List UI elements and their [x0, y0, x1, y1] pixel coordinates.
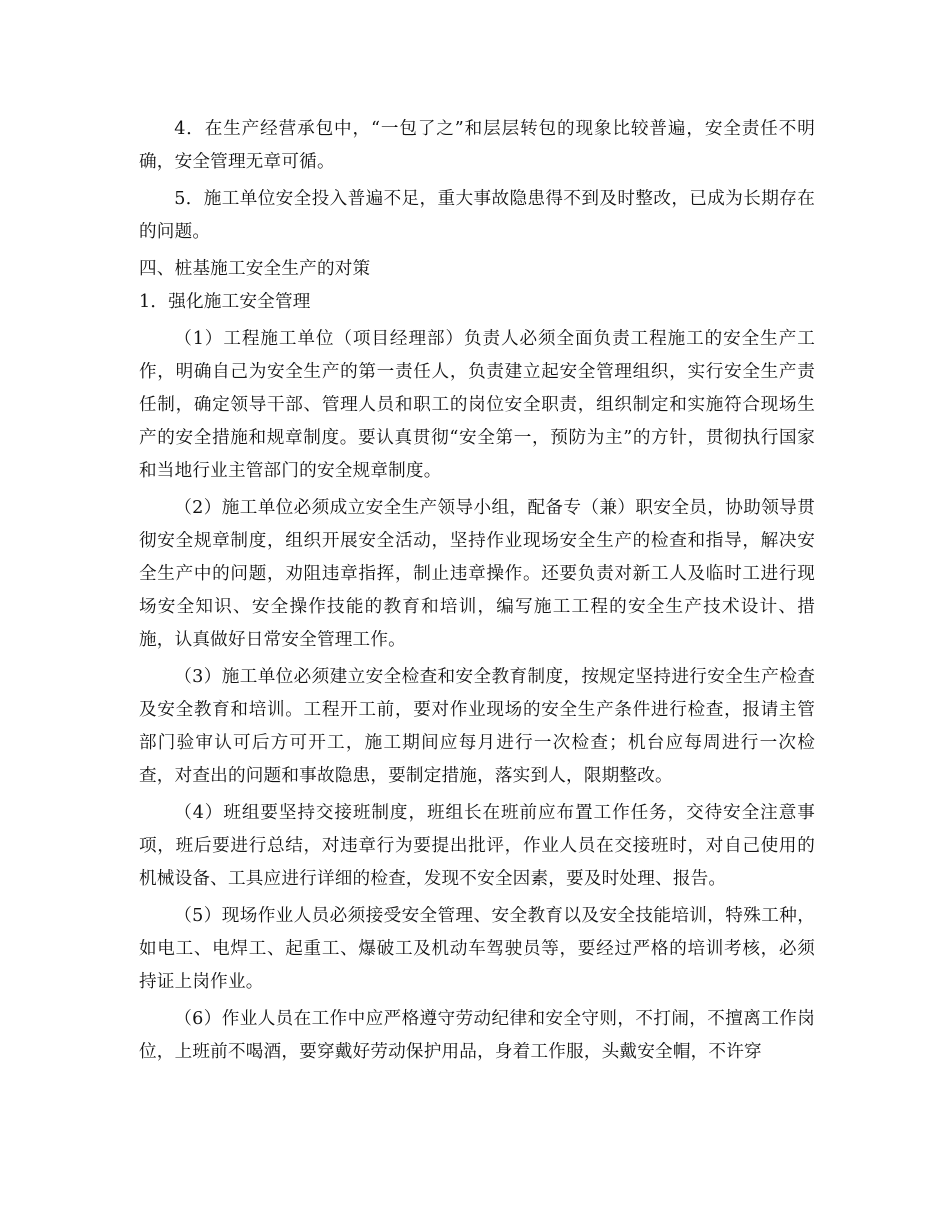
- paragraph-clause-2: （2）施工单位必须成立安全生产领导小组，配备专（兼）职安全员，协助领导贯彻安全规章制度，组织开展安全活动，坚持作业现场安全生产的检查和指导，解决安全生产中的问题，劝阻违章指挥，制止违章操作。还要负责对新工人及临时工进行现场安全知识、安全操作技能的教育和培训，编写施工工程的安全生产技术设计、措施，认真做好日常安全管理工作。: [139, 498, 815, 650]
- paragraph-clause-5: （5）现场作业人员必须接受安全管理、安全教育以及安全技能培训，特殊工种，如电工、电焊工、起重工、爆破工及机动车驾驶员等，要经过严格的培训考核，必须持证上岗作业。: [139, 906, 815, 992]
- paragraph-clause-3: （3）施工单位必须建立安全检查和安全教育制度，按规定坚持进行安全生产检查及安全教育和培训。工程开工前，要对作业现场的安全生产条件进行检查，报请主管部门验审认可后方可开工，施工期间应每月进行一次检查；机台应每周进行一次检查，对查出的问题和事故隐患，要制定措施，落实到人，限期整改。: [139, 667, 815, 786]
- paragraph-clause-1: （1）工程施工单位（项目经理部）负责人必须全面负责工程施工的安全生产工作，明确自己为安全生产的第一责任人，负责建立起安全管理组织，实行安全生产责任制，确定领导干部、管理人员和职工的岗位安全职责，组织制定和实施符合现场生产的安全措施和规章制度。要认真贯彻“安全第一，预防为主”的方针，贯彻执行国家和当地行业主管部门的安全规章制度。: [139, 329, 815, 481]
- paragraph-item-4: 4．在生产经营承包中，“一包了之”和层层转包的现象比较普遍，安全责任不明确，安全管理无章可循。: [139, 119, 815, 172]
- document-body: [139, 113, 815, 1069]
- paragraph-clause-4: （4）班组要坚持交接班制度，班组长在班前应布置工作任务，交待安全注意事项，班后要进行总结，对违章行为要提出批评，作业人员在交接班时，对自己使用的机械设备、工具应进行详细的检查，发现不安全因素，要及时处理、报告。: [139, 803, 815, 889]
- paragraph-item-5: 5．施工单位安全投入普遍不足，重大事故隐患得不到及时整改，已成为长期存在的问题。: [139, 189, 815, 242]
- subsection-heading-management: 1．强化施工安全管理: [139, 292, 311, 312]
- section-heading-countermeasures: 四、桩基施工安全生产的对策: [139, 259, 371, 279]
- paragraph-clause-6: （6）作业人员在工作中应严格遵守劳动纪律和安全守则，不打闹，不擅离工作岗位，上班前不喝酒，要穿戴好劳动保护用品，身着工作服，头戴安全帽，不许穿: [139, 1009, 815, 1062]
